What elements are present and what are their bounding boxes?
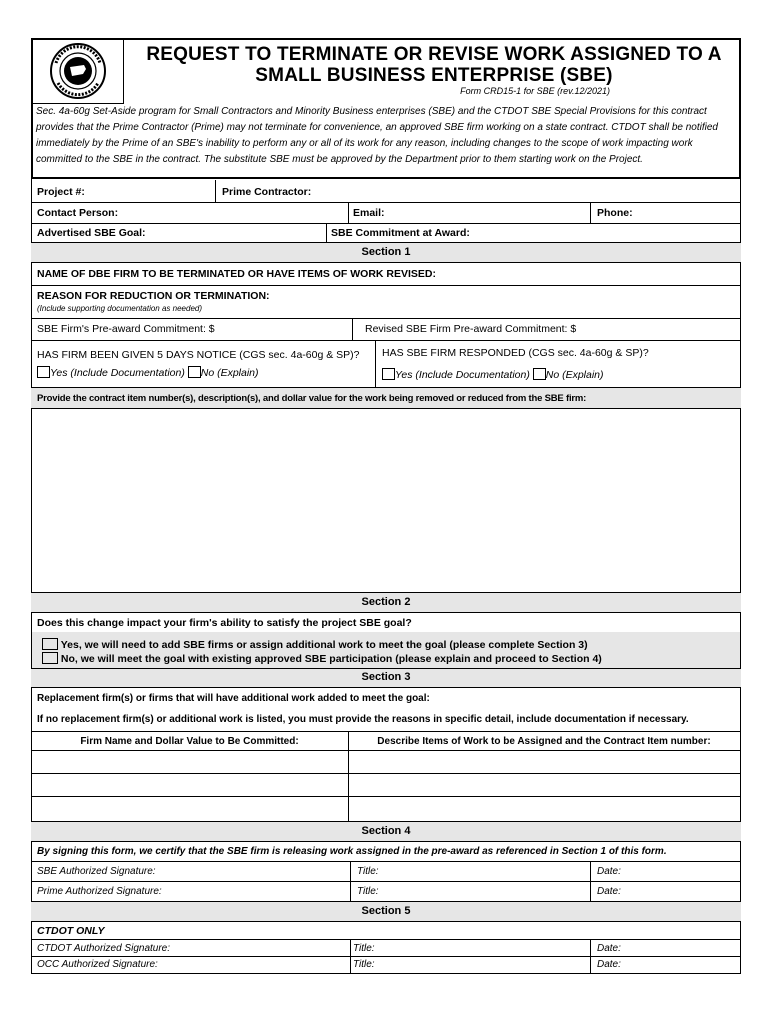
- prime-date-label: Date:: [597, 886, 621, 897]
- form-number: Form CRD15-1 for SBE (rev.12/2021): [460, 86, 610, 96]
- col-work-items-header: Describe Items of Work to be Assigned and the Contract Item number:: [377, 736, 711, 747]
- notice-yes-label: Yes (Include Documentation): [50, 367, 185, 379]
- section5-title: Section 5: [361, 905, 411, 917]
- logo-cell: [31, 38, 124, 104]
- row-line: [31, 956, 741, 957]
- goal-question: Does this change impact your firm's ability to satisfy the project SBE goal?: [37, 617, 412, 629]
- notice-no-checkbox[interactable]: [188, 366, 201, 378]
- bottom-border: [31, 973, 741, 974]
- email-label: Email:: [353, 207, 385, 219]
- reason-label: REASON FOR REDUCTION OR TERMINATION:: [37, 290, 270, 302]
- form-title-line2: SMALL BUSINESS ENTERPRISE (SBE): [255, 65, 613, 86]
- divider: [375, 340, 376, 387]
- divider: [326, 223, 327, 242]
- ctdot-date-label: Date:: [597, 943, 621, 954]
- row-line: [31, 285, 741, 286]
- project-number-label: Project #:: [37, 186, 85, 198]
- divider: [348, 731, 349, 821]
- ctdot-signature-label: CTDOT Authorized Signature:: [37, 943, 171, 954]
- firm-name-label: NAME OF DBE FIRM TO BE TERMINATED OR HAVE ITEMS OF WORK REVISED:: [37, 268, 437, 280]
- firm-entry-field[interactable]: [32, 751, 348, 773]
- divider: [590, 202, 591, 223]
- row-line: [31, 731, 741, 732]
- goal-no-label: No, we will meet the goal with existing approved SBE participation (please explain and proceed to Section 4): [60, 653, 602, 665]
- items-prompt: Provide the contract item number(s), description(s), and dollar value for the work being removed or reduced from the SBE firm:: [37, 393, 587, 404]
- goal-no-checkbox[interactable]: [42, 652, 58, 664]
- col-firm-name-header: Firm Name and Dollar Value to Be Committed:: [80, 736, 299, 747]
- section1-title: Section 1: [361, 246, 411, 258]
- section4-title: Section 4: [361, 825, 411, 837]
- notice-yes-checkbox[interactable]: [37, 366, 50, 378]
- replacement-line: Replacement firm(s) or firms that will have additional work added to meet the goal:: [37, 693, 430, 704]
- responded-options: [382, 368, 604, 381]
- right-border: [740, 179, 741, 973]
- form-title-line1: REQUEST TO TERMINATE OR REVISE WORK ASSIGNED TO A: [146, 44, 722, 65]
- responded-yes-checkbox[interactable]: [382, 368, 395, 380]
- form-title: [130, 44, 738, 86]
- row-line: [31, 223, 741, 224]
- row-line: [31, 202, 741, 203]
- sbe-signature-label: SBE Authorized Signature:: [37, 866, 156, 877]
- row-line: [31, 861, 741, 862]
- row-line: [31, 340, 741, 341]
- preaward-commitment-label: SBE Firm's Pre-award Commitment: $: [37, 323, 215, 335]
- goal-yes-option: [42, 638, 588, 651]
- no-replacement-line: If no replacement firm(s) or additional work is listed, you must provide the reasons in specific detail, include documentation if necessary.: [37, 714, 689, 725]
- advertised-goal-label: Advertised SBE Goal:: [37, 227, 146, 239]
- sbe-date-label: Date:: [597, 866, 621, 877]
- row-line: [31, 318, 741, 319]
- divider: [350, 861, 351, 901]
- ctdot-seal-icon: [48, 41, 108, 101]
- ctdot-only-label: CTDOT ONLY: [37, 925, 105, 937]
- notice-question: HAS FIRM BEEN GIVEN 5 DAYS NOTICE (CGS sec. 4a-60g & SP)?: [37, 349, 360, 361]
- row-line: [31, 881, 741, 882]
- responded-question: HAS SBE FIRM RESPONDED (CGS sec. 4a-60g & SP)?: [382, 347, 649, 359]
- responded-no-label: No (Explain): [545, 369, 604, 381]
- prime-signature-label: Prime Authorized Signature:: [37, 886, 162, 897]
- divider: [350, 939, 351, 973]
- goal-yes-checkbox[interactable]: [42, 638, 58, 650]
- occ-date-label: Date:: [597, 959, 621, 970]
- row-line: [31, 796, 741, 797]
- certify-statement: By signing this form, we certify that the SBE firm is releasing work assigned in the pre-award as referenced in Section 1 of this form.: [37, 846, 667, 857]
- divider: [352, 318, 353, 340]
- reason-note: (Include supporting documentation as needed): [37, 304, 202, 313]
- notice-no-label: No (Explain): [200, 367, 259, 379]
- prime-title-label: Title:: [357, 886, 379, 897]
- revised-commitment-label: Revised SBE Firm Pre-award Commitment: $: [365, 323, 577, 335]
- section2-title: Section 2: [361, 596, 411, 608]
- section3-title: Section 3: [361, 671, 411, 683]
- row-line: [31, 773, 741, 774]
- divider: [215, 180, 216, 202]
- divider: [348, 202, 349, 223]
- intro-paragraph: Sec. 4a-60g Set-Aside program for Small Contractors and Minority Business enterprises (SBE) and the CTDOT SBE Special Provisions for this contract provides that the Prime Contractor (Prime) may not terminate for convenience, an approved SBE firm working on a state contract. CTDOT shall be notified immediately by the Prime of an SBE's inability to perform any or all of its work for any reason, including changes to the scope of work impacting work committed to the SBE in the contract. The substitute SBE must be approved by the Department prior to them starting work on the Project.: [36, 106, 718, 165]
- responded-yes-label: Yes (Include Documentation): [395, 369, 530, 381]
- commitment-at-award-label: SBE Commitment at Award:: [331, 227, 470, 239]
- occ-title-label: Title:: [353, 959, 375, 970]
- divider: [590, 861, 591, 901]
- sbe-title-label: Title:: [357, 866, 379, 877]
- row-line: [31, 939, 741, 940]
- phone-label: Phone:: [597, 207, 633, 219]
- notice-options: [37, 366, 259, 379]
- prime-contractor-label: Prime Contractor:: [222, 186, 312, 198]
- goal-no-option: [42, 652, 602, 665]
- items-text-area[interactable]: [32, 410, 740, 592]
- work-entry-field[interactable]: [349, 751, 740, 773]
- responded-no-checkbox[interactable]: [533, 368, 546, 380]
- contact-person-label: Contact Person:: [37, 207, 119, 219]
- divider: [590, 939, 591, 973]
- goal-yes-label: Yes, we will need to add SBE firms or assign additional work to meet the goal (please complete Section 3): [60, 639, 588, 651]
- ctdot-title-label: Title:: [353, 943, 375, 954]
- occ-signature-label: OCC Authorized Signature:: [37, 959, 158, 970]
